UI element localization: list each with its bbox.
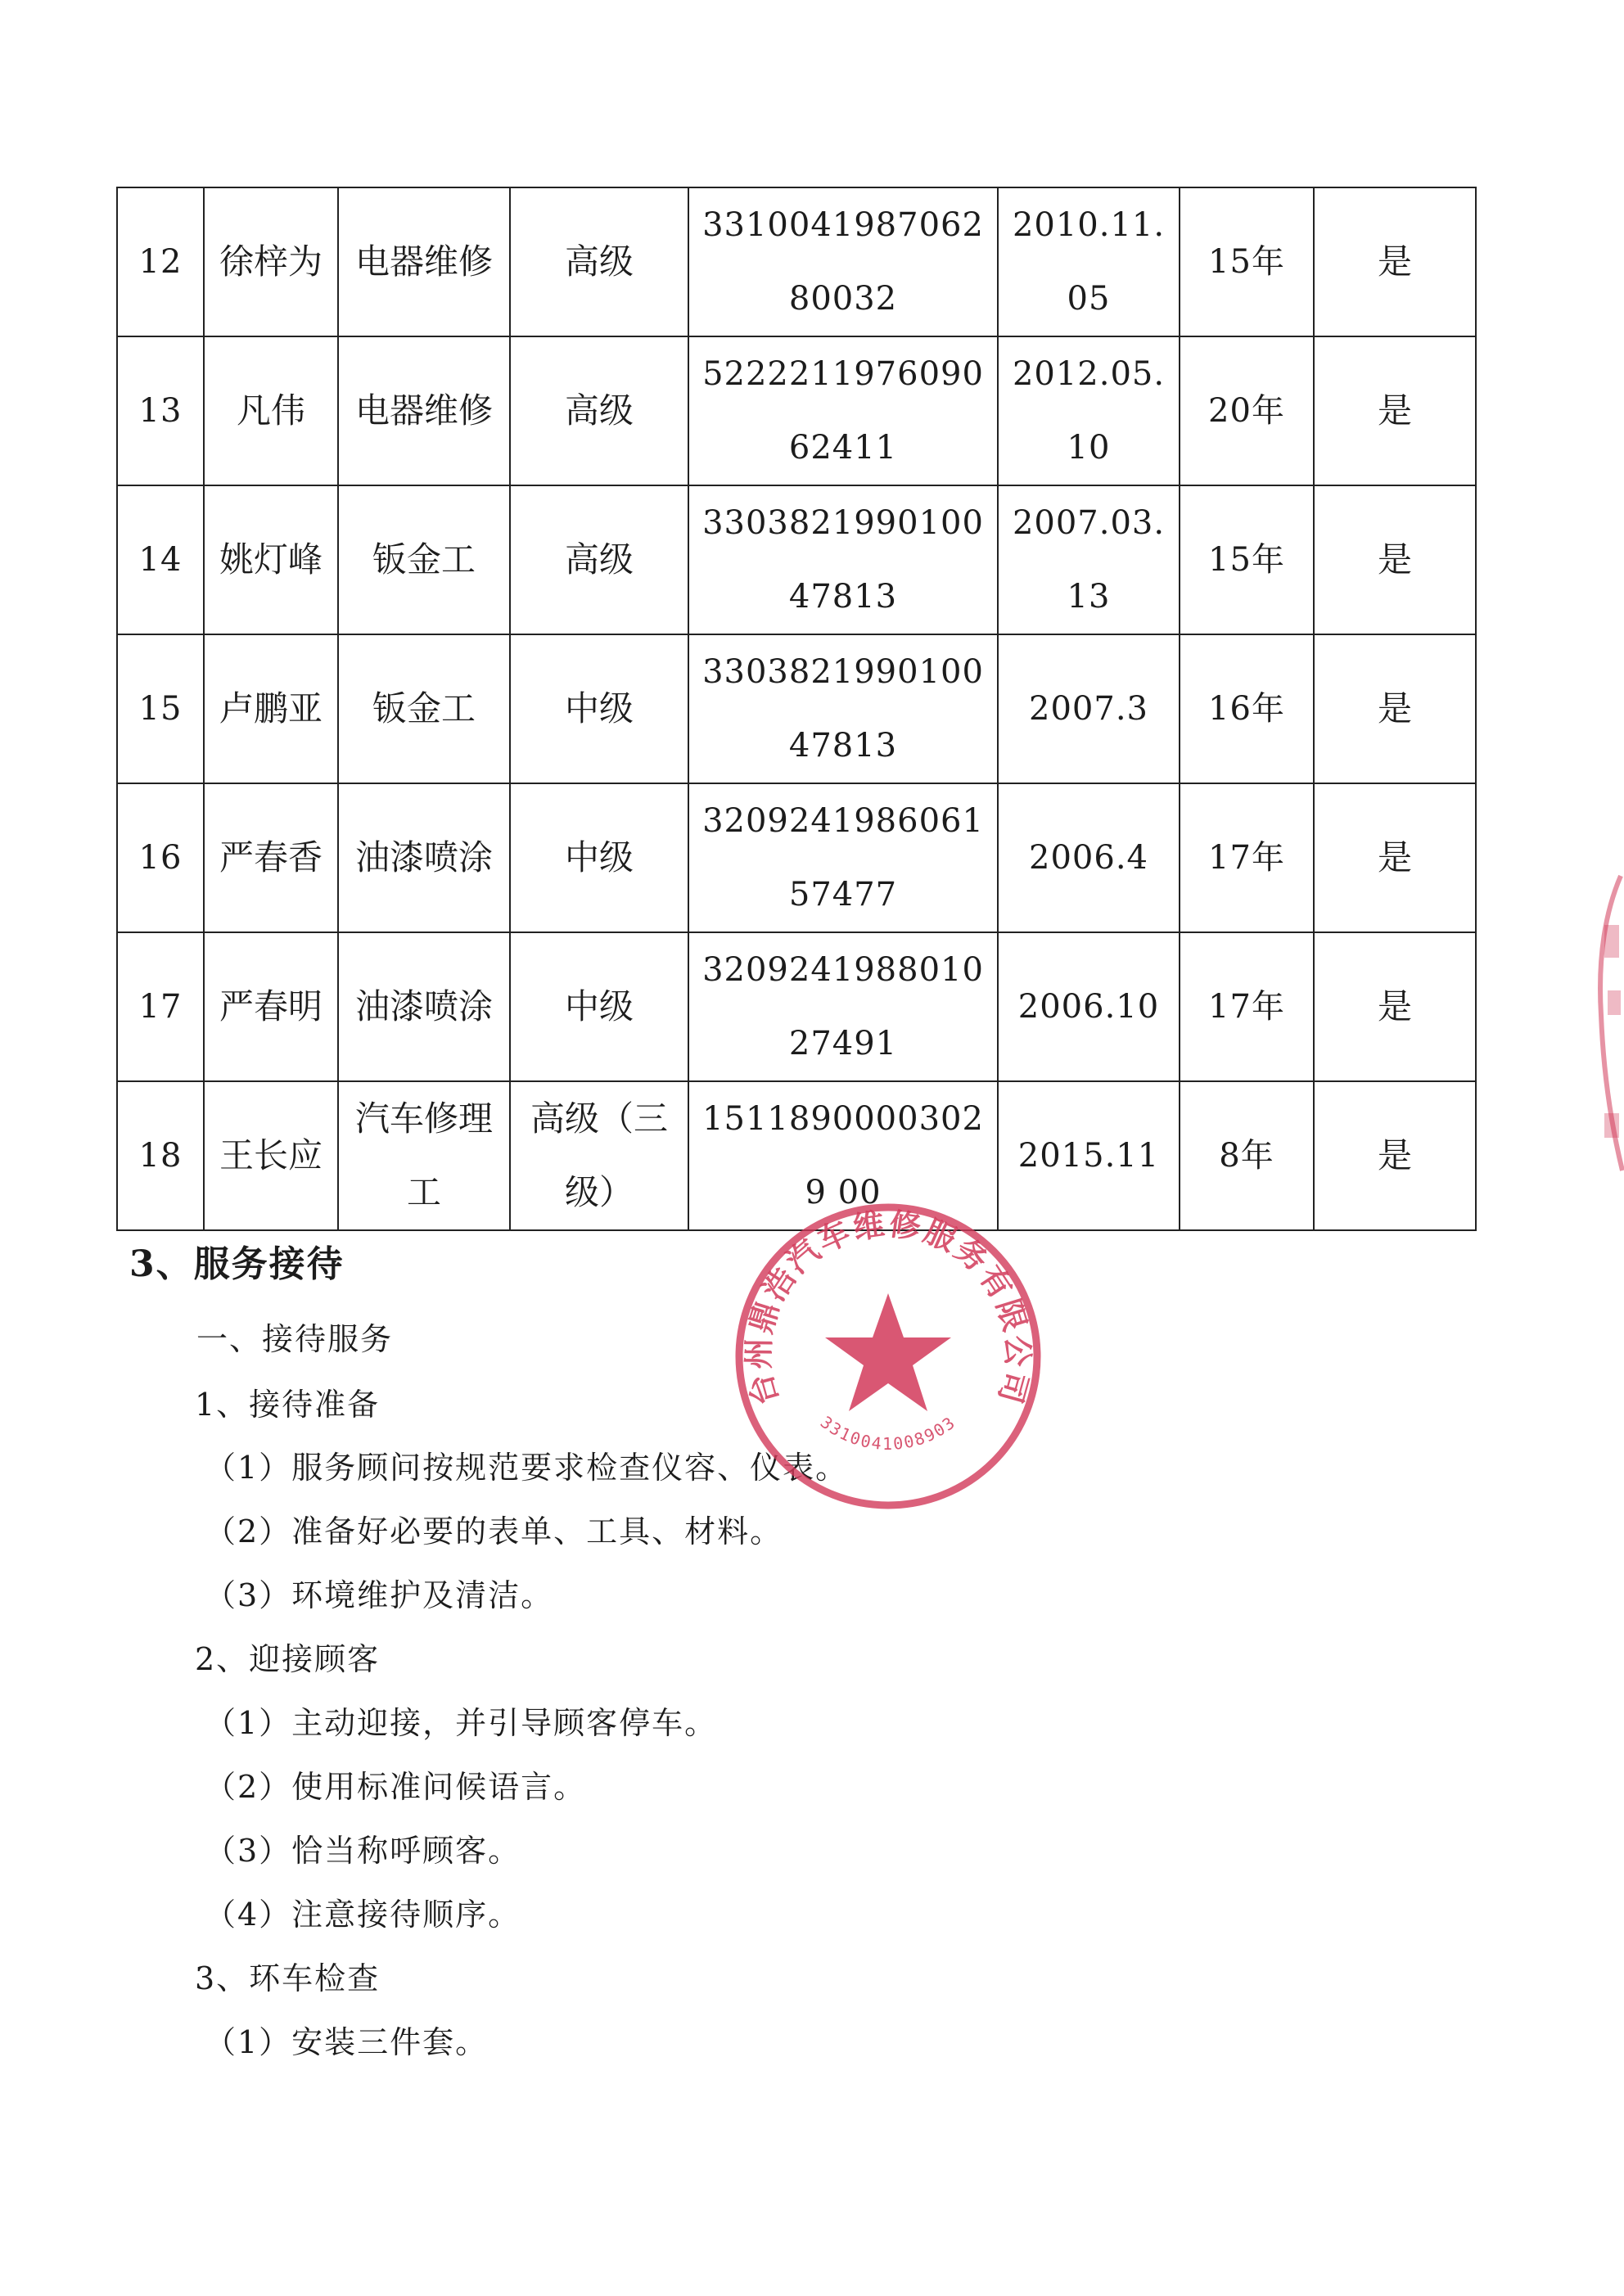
cert-date-cell: 2015.11 [998,1081,1180,1230]
body-line: （1）服务顾问按规范要求检查仪容、仪表。 [205,1450,849,1486]
id-number-cell: 320924198606157477 [688,783,998,932]
body-line: （1）主动迎接，并引导顾客停车。 [205,1705,718,1741]
qualified-cell: 是 [1314,485,1476,634]
section-title: 3、服务接待 [129,1243,345,1285]
cert-date-cell: 2006.10 [998,932,1180,1081]
level-cell: 中级 [510,932,688,1081]
trade-cell: 油漆喷涂 [338,932,510,1081]
qualified-cell: 是 [1314,932,1476,1081]
level-cell: 中级 [510,634,688,783]
experience-cell: 20年 [1180,336,1314,485]
trade-cell: 油漆喷涂 [338,783,510,932]
level-cell: 高级 [510,485,688,634]
trade-cell: 电器维修 [338,336,510,485]
table-row [117,932,1476,1081]
name-cell: 徐梓为 [204,187,338,336]
body-line: 2、迎接顾客 [195,1641,381,1677]
id-number-cell: 15118900003029 00 [688,1081,998,1230]
experience-cell: 16年 [1180,634,1314,783]
id-number-cell: 331004198706280032 [688,187,998,336]
row-number: 18 [117,1081,204,1230]
staff-table [116,187,1477,1231]
experience-cell: 15年 [1180,485,1314,634]
table-row [117,783,1476,932]
level-cell: 高级（三级） [510,1081,688,1230]
seal-number: 3310041008903 [816,1412,960,1454]
id-number-cell: 330382199010047813 [688,634,998,783]
name-cell: 王长应 [204,1081,338,1230]
table-row [117,634,1476,783]
row-number: 16 [117,783,204,932]
cert-date-cell: 2010.11.05 [998,187,1180,336]
id-number-cell: 330382199010047813 [688,485,998,634]
trade-cell: 汽车修理工 [338,1081,510,1230]
name-cell: 姚灯峰 [204,485,338,634]
seal-fragment-mark [1580,868,1624,1179]
name-cell: 严春香 [204,783,338,932]
experience-cell: 8年 [1180,1081,1314,1230]
id-number-cell: 320924198801027491 [688,932,998,1081]
cert-date-cell: 2007.03.13 [998,485,1180,634]
cert-date-cell: 2006.4 [998,783,1180,932]
cert-date-cell: 2007.3 [998,634,1180,783]
qualified-cell: 是 [1314,634,1476,783]
body-line: 一、接待服务 [196,1321,394,1357]
body-line: （2）准备好必要的表单、工具、材料。 [205,1513,783,1549]
body-line: 1、接待准备 [195,1387,381,1423]
body-line: （3）环境维护及清洁。 [205,1577,554,1613]
qualified-cell: 是 [1314,1081,1476,1230]
cert-date-cell: 2012.05.10 [998,336,1180,485]
name-cell: 卢鹏亚 [204,634,338,783]
name-cell: 严春明 [204,932,338,1081]
body-line: （4）注意接待顺序。 [205,1897,521,1933]
company-seal [729,1197,1048,1516]
table-row [117,485,1476,634]
row-number: 13 [117,336,204,485]
level-cell: 中级 [510,783,688,932]
seal-star-icon [825,1293,951,1411]
row-number: 15 [117,634,204,783]
body-line: （3）恰当称呼顾客。 [205,1833,521,1869]
experience-cell: 17年 [1180,932,1314,1081]
table-row [117,187,1476,336]
row-number: 12 [117,187,204,336]
trade-cell: 钣金工 [338,485,510,634]
trade-cell: 电器维修 [338,187,510,336]
qualified-cell: 是 [1314,187,1476,336]
trade-cell: 钣金工 [338,634,510,783]
body-line: 3、环车检查 [195,1960,381,1996]
qualified-cell: 是 [1314,783,1476,932]
id-number-cell: 522221197609062411 [688,336,998,485]
experience-cell: 17年 [1180,783,1314,932]
experience-cell: 15年 [1180,187,1314,336]
seal-text: 台州鼎浩汽车维修服务有限公司 [740,1206,1036,1410]
level-cell: 高级 [510,187,688,336]
row-number: 14 [117,485,204,634]
qualified-cell: 是 [1314,336,1476,485]
name-cell: 凡伟 [204,336,338,485]
table-row [117,336,1476,485]
svg-text:3310041008903 [817,1412,959,1454]
body-line: （2）使用标准问候语言。 [205,1769,587,1805]
level-cell: 高级 [510,336,688,485]
body-line: （1）安装三件套。 [205,2024,489,2060]
row-number: 17 [117,932,204,1081]
